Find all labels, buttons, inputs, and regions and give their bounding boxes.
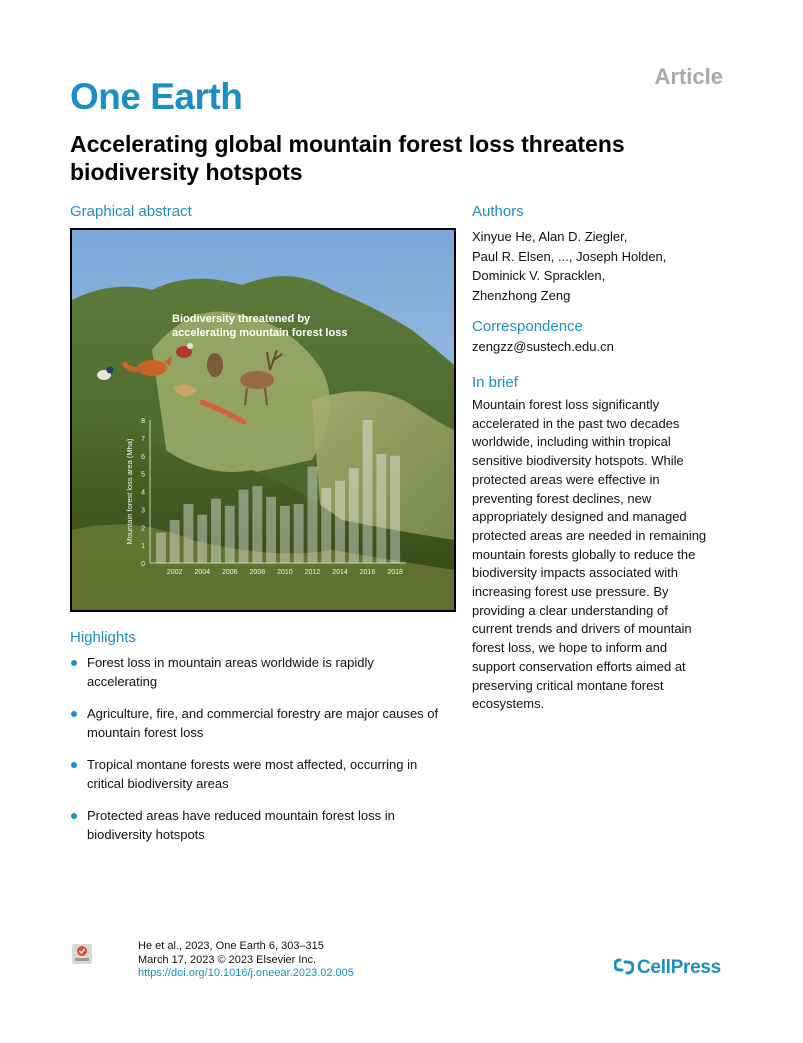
author-line[interactable]: Paul R. Elsen, ..., Joseph Holden,	[472, 248, 667, 264]
graphical-abstract-heading: Graphical abstract	[70, 203, 192, 220]
highlight-item	[70, 806, 460, 844]
in-brief-line: increasing forest use pressure. By	[472, 584, 669, 600]
chart-bar	[294, 504, 304, 563]
in-brief-line: support conservation efforts aimed at	[472, 658, 686, 674]
article-type-label: Article	[654, 64, 723, 89]
bullet-icon	[71, 660, 77, 666]
highlight-text-line: critical biodiversity areas	[87, 776, 229, 791]
x-tick-label: 2008	[249, 569, 266, 576]
y-tick-label: 4	[141, 489, 145, 497]
highlights-list	[70, 653, 460, 857]
title-line: Accelerating global mountain forest loss threatens	[70, 131, 625, 157]
in-brief-text	[472, 396, 734, 714]
publisher-name: CellPress	[637, 957, 721, 978]
authors-heading: Authors	[472, 203, 524, 220]
highlight-text-line: Agriculture, fire, and commercial forestry are major causes of	[87, 706, 439, 721]
chart-bar	[266, 497, 276, 563]
in-brief-line: preventing forest declines, new	[472, 490, 652, 506]
check-for-updates-icon[interactable]	[70, 942, 94, 966]
title-line: biodiversity hotspots	[70, 159, 303, 185]
author-line[interactable]: Xinyue He, Alan D. Ziegler,	[472, 229, 628, 244]
citation-block	[138, 940, 354, 981]
in-brief-line: preserving critical montane forest	[472, 677, 664, 693]
chart-bar	[156, 533, 166, 563]
y-axis-label: Mountain forest loss area (Mha)	[125, 438, 134, 545]
cellpress-logo[interactable]	[614, 956, 721, 979]
y-tick-label: 6	[141, 453, 145, 461]
chart-bar	[225, 506, 235, 563]
bullet-icon	[71, 813, 77, 819]
x-tick-label: 2016	[359, 569, 376, 576]
in-brief-line: Mountain forest loss significantly	[472, 397, 660, 412]
in-brief-heading: In brief	[472, 374, 518, 391]
highlight-text-line: Protected areas have reduced mountain forest loss in	[87, 808, 395, 823]
overlay-text-line: accelerating mountain forest loss	[172, 327, 348, 339]
highlight-text-line: biodiversity hotspots	[87, 827, 205, 842]
chart-bar	[211, 499, 221, 563]
in-brief-line: forest loss, we hope to inform and	[472, 640, 668, 656]
chart-bar	[280, 506, 290, 563]
x-tick-label: 2018	[387, 569, 403, 576]
x-tick-label: 2012	[304, 569, 321, 576]
highlight-text-line: Tropical montane forests were most affected, occurring in	[87, 757, 418, 772]
in-brief-line: mountain forests globally to reduce the	[472, 546, 696, 562]
chart-bar	[239, 490, 249, 563]
correspondence-email-link[interactable]: zengzz@sustech.edu.cn	[472, 339, 614, 354]
x-tick-label: 2002	[166, 569, 183, 576]
chart-bar	[170, 520, 180, 563]
chart-bar	[321, 488, 331, 563]
graphical-abstract-figure	[70, 228, 456, 612]
in-brief-line: providing a clear understanding of	[472, 602, 668, 618]
highlights-heading: Highlights	[70, 629, 136, 646]
highlight-item	[70, 704, 460, 742]
in-brief-line: protected areas are needed in remaining	[472, 527, 707, 543]
article-title	[70, 130, 750, 186]
in-brief-line: ecosystems.	[472, 696, 545, 712]
y-tick-label: 7	[141, 435, 145, 443]
in-brief-line: sensitive biodiversity hotspots. While	[472, 453, 684, 469]
journal-name: One Earth	[70, 76, 243, 117]
chart-bar	[183, 504, 193, 563]
highlight-item	[70, 653, 460, 691]
highlight-text-line: mountain forest loss	[87, 725, 204, 740]
cellpress-logo-icon	[614, 956, 634, 976]
animal-owl-icon	[207, 353, 223, 377]
x-tick-label: 2006	[221, 569, 238, 576]
in-brief-line: worldwide, including within tropical	[472, 434, 671, 450]
highlight-item	[70, 755, 460, 793]
highlight-text-line: accelerating	[87, 674, 158, 689]
chart-bar	[252, 486, 262, 563]
chart-bar	[197, 515, 207, 563]
chart-bar	[307, 466, 317, 563]
in-brief-line: current trends and drivers of mountain	[472, 621, 692, 637]
correspondence-heading: Correspondence	[472, 318, 583, 335]
chart-bar	[376, 454, 386, 563]
highlight-text-line: Forest loss in mountain areas worldwide is rapidly	[87, 655, 374, 670]
authors-list[interactable]	[472, 227, 742, 305]
in-brief-line: biodiversity impacts associated with	[472, 565, 678, 581]
chart-bar	[363, 420, 373, 563]
chart-bar	[349, 468, 359, 563]
in-brief-line: accelerated in the past two decades	[472, 415, 680, 431]
author-line[interactable]: Dominick V. Spracklen,	[472, 268, 606, 283]
author-line[interactable]: Zhenzhong Zeng	[472, 287, 571, 303]
citation-line: March 17, 2023 © 2023 Elsevier Inc.	[138, 953, 317, 966]
y-tick-label: 2	[141, 525, 145, 533]
bullet-icon	[71, 711, 77, 717]
y-tick-label: 8	[141, 418, 145, 425]
doi-link[interactable]: https://doi.org/10.1016/j.oneear.2023.02.005	[138, 967, 354, 979]
y-tick-label: 0	[141, 561, 145, 568]
y-tick-label: 5	[141, 471, 145, 479]
y-tick-label: 1	[141, 543, 145, 551]
x-tick-label: 2014	[332, 569, 348, 576]
in-brief-line: protected areas were effective in	[472, 471, 660, 487]
overlay-text-line: Biodiversity threatened by	[172, 313, 311, 325]
bullet-icon	[71, 762, 77, 768]
citation-line: He et al., 2023, One Earth 6, 303–315	[138, 940, 324, 952]
x-tick-label: 2004	[194, 569, 211, 576]
in-brief-line: appropriately designed and managed	[472, 509, 687, 525]
chart-bar	[335, 481, 345, 563]
y-tick-label: 3	[141, 507, 145, 515]
x-tick-label: 2010	[277, 569, 293, 576]
chart-bar	[390, 456, 400, 563]
graphical-abstract-image	[72, 230, 454, 610]
